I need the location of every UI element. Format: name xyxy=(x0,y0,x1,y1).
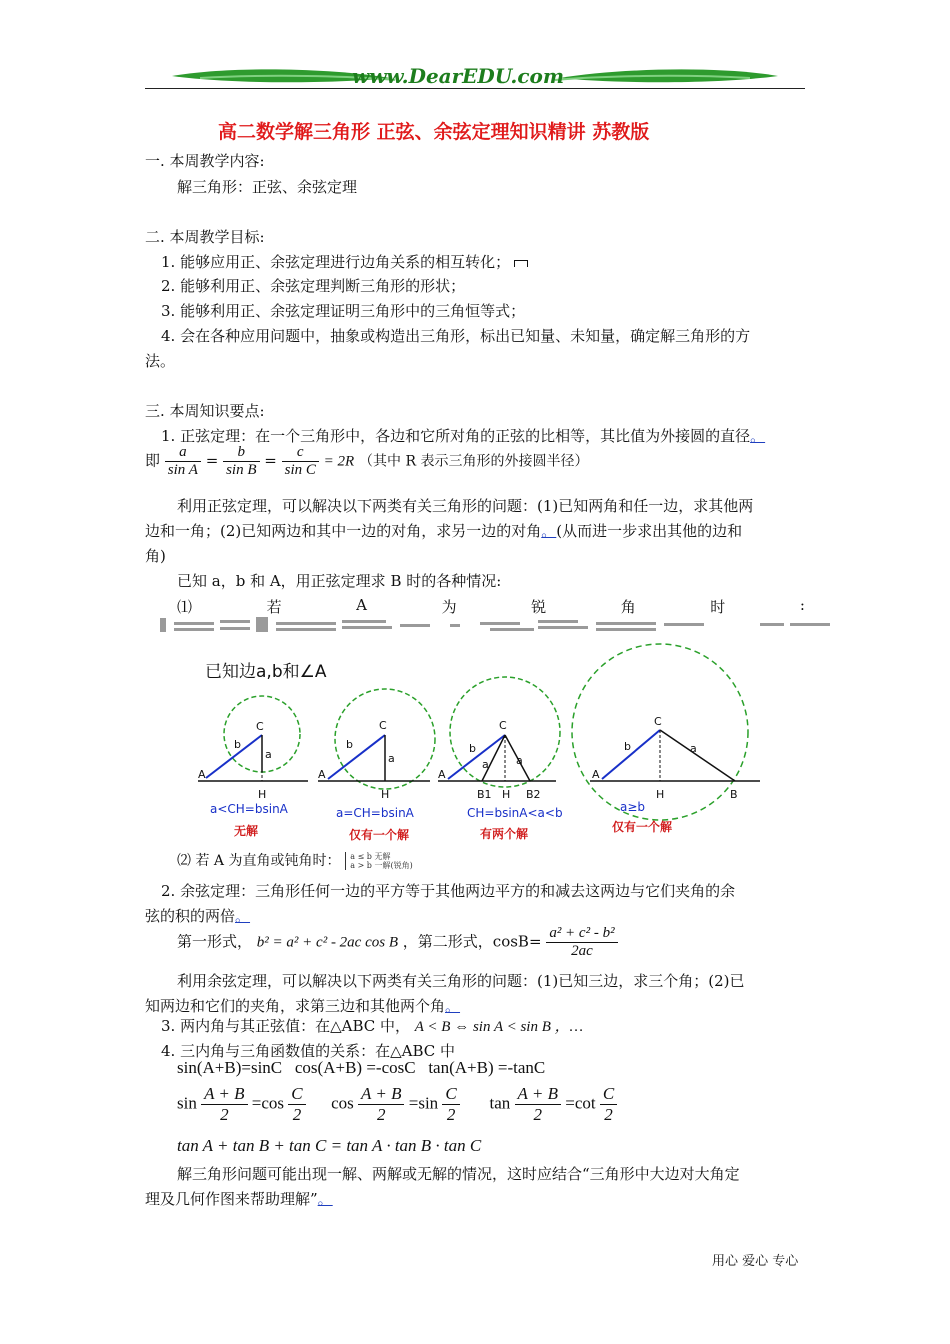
svg-text:b: b xyxy=(234,738,241,751)
case-acute-line: ⑴ 若 A 为 锐 角 时 : xyxy=(177,596,805,616)
formula-note: （其中 R 表示三角形的外接圆半径） xyxy=(359,453,589,470)
svg-text:H: H xyxy=(258,788,267,801)
sec2-item-1: 1. 能够应用正、余弦定理进行边角关系的相互转化； xyxy=(161,251,528,272)
cosine-law-forms xyxy=(177,925,618,960)
sine-law-text: 1. 正弦定理：在一个三角形中，各边和它所对角的正弦的比相等，其比值为外接圆的直径。 xyxy=(161,427,766,445)
form2-label: ，第二形式，cosB= xyxy=(402,932,542,951)
header-rule xyxy=(145,88,805,89)
sec2-item-4-cont: 法。 xyxy=(145,352,176,370)
svg-text:C: C xyxy=(654,715,662,728)
link-mark[interactable]: 。 xyxy=(750,427,766,445)
frac-c-2: $\frac{C}{2}$ xyxy=(288,1084,305,1125)
frac-c-2: $\frac{C}{2}$ xyxy=(600,1084,617,1125)
sec2-item-2: 2. 能够利用正、余弦定理判断三角形的形状； xyxy=(161,277,466,295)
sec2-item-4: 4. 会在各种应用问题中，抽象或构造出三角形，标出已知量、未知量，确定解三角形的方 xyxy=(161,327,751,345)
caption-1-condition: a<CH=bsinA xyxy=(210,802,288,816)
caption-2-result: 仅有一个解 xyxy=(349,828,410,842)
sec2-heading: 二. 本周教学目标: xyxy=(145,228,265,246)
svg-text:b: b xyxy=(469,742,476,755)
item3-line: 3. 两内角与其正弦值：在△ABC 中， A < B ⇔ sin A < sin B ，… xyxy=(161,1017,583,1035)
form2-fraction: $\frac{\text{a² + c² - b²}}{2ac}$ xyxy=(546,925,617,960)
formula-prefix: 即 xyxy=(145,451,161,470)
page-footer: 用心 爱心 专心 xyxy=(712,1254,799,1269)
caption-4-condition: a≥b xyxy=(620,800,646,814)
frac-b-sinB: $\frac{b}{\text{sin B}}$ xyxy=(223,444,259,479)
svg-text:a: a xyxy=(388,752,395,765)
frac-ab-2: $\frac{A + B}{2}$ xyxy=(515,1084,561,1125)
cases-intro: 已知 a，b 和 A，用正弦定理求 B 时的各种情况: xyxy=(177,572,502,590)
form1-formula: b² = a² + c² - 2ac cos B xyxy=(256,934,399,951)
garbled-formula-strip xyxy=(160,614,840,636)
svg-text:H: H xyxy=(381,788,390,801)
link-mark[interactable]: 。 xyxy=(235,907,251,925)
header-logo: www.DearEDU.com xyxy=(352,64,565,88)
sine-law-use-2: 边和一角；(2)已知两边和其中一边的对角，求另一边的对角。(从而进一步求出其他的边和 xyxy=(145,522,743,540)
svg-text:H: H xyxy=(656,788,665,801)
trig-row-1: sin(A+B)=sinC cos(A+B) =-cosC tan(A+B) =-tanC xyxy=(177,1058,546,1077)
sec1-content: 解三角形：正弦、余弦定理 xyxy=(177,178,358,196)
cosine-law-use-1: 利用余弦定理，可以解决以下两类有关三角形的问题：(1)已知三边，求三个角；(2)已 xyxy=(177,972,745,990)
svg-text:H: H xyxy=(502,788,511,801)
svg-text:A: A xyxy=(438,768,446,781)
sec3-heading: 三. 本周知识要点: xyxy=(145,402,265,420)
svg-text:b: b xyxy=(624,740,631,753)
svg-text:B1: B1 xyxy=(477,788,492,801)
svg-text:a: a xyxy=(265,748,272,761)
item4-line: 4. 三内角与三角函数值的关系：在△ABC 中 xyxy=(161,1042,455,1060)
svg-text:a: a xyxy=(690,742,697,755)
svg-text:A: A xyxy=(592,768,600,781)
form1-label: 第一形式， xyxy=(177,932,253,951)
sec1-heading: 一. 本周教学内容: xyxy=(145,152,265,170)
sine-law-formula: 即 $\frac{a}{\text{sin A}}$ = $\frac{b}{\text{sin B}}$ = $\frac{c}{\text{sin C}}$ = 2R （其中 R 表示三角形的外接圆半径） xyxy=(145,444,589,478)
frac-c-sinC: $\frac{c}{\text{sin C}}$ xyxy=(282,444,319,479)
svg-text:C: C xyxy=(256,720,264,733)
cosine-law-text-2: 弦的积的两倍。 xyxy=(145,907,251,925)
frac-ab-2: $\frac{A + B}{2}$ xyxy=(201,1084,247,1125)
frac-a-sinA: $\frac{a}{\text{sin A}}$ xyxy=(165,444,201,479)
svg-text:B: B xyxy=(730,788,738,801)
eq-2r: = 2R xyxy=(323,453,355,470)
link-mark[interactable]: 。 xyxy=(317,1190,333,1208)
closing-text-1: 解三角形问题可能出现一解、两解或无解的情况，这时应结合“三角形中大边对大角定 xyxy=(177,1165,740,1183)
caption-1-result: 无解 xyxy=(234,824,259,838)
page-title: 高二数学解三角形 正弦、余弦定理知识精讲 苏教版 xyxy=(218,121,650,143)
svg-text:b: b xyxy=(346,738,353,751)
sine-law-use-3: 角) xyxy=(145,547,166,565)
cosine-law-use-2: 知两边和它们的夹角，求第三边和其他两个角。 xyxy=(145,997,461,1015)
frac-c-2: $\frac{C}{2}$ xyxy=(442,1084,459,1125)
svg-text:C: C xyxy=(499,719,507,732)
svg-text:B2: B2 xyxy=(526,788,541,801)
caption-3-condition: CH=bsinA<a<b xyxy=(467,806,563,820)
svg-text:a: a xyxy=(516,754,523,767)
sine-law-use-1: 利用正弦定理，可以解决以下两类有关三角形的问题：(1)已知两角和任一边，求其他两 xyxy=(177,497,754,515)
figure-title: 已知边a,b和∠A xyxy=(205,662,327,682)
svg-text:a: a xyxy=(482,758,489,771)
trig-row-2: sin $\frac{A + B}{2}$ =cos $\frac{C}{2}$ cos $\frac{A + B}{2}$ =sin $\frac{C}{2}$ tan $\frac{A + B}{2}$ =cot $\frac{C}{2}$ xyxy=(177,1084,617,1125)
caption-2-condition: a=CH=bsinA xyxy=(336,806,414,820)
caption-4-result: 仅有一个解 xyxy=(612,820,673,834)
link-mark[interactable]: 。 xyxy=(541,522,557,540)
cursor-mark xyxy=(514,260,528,267)
svg-text:A: A xyxy=(198,768,206,781)
item3-math: A < B ⇔ sin A < sin B ，… xyxy=(414,1019,583,1035)
case-obtuse-line: ⑵ 若 A 为直角或钝角时： a ≤ b 无解 a > b 一解(锐角) xyxy=(177,852,413,870)
frac-ab-2: $\frac{A + B}{2}$ xyxy=(358,1084,404,1125)
trig-row-3: tan A + tan B + tan C = tan A · tan B · tan C xyxy=(177,1136,482,1155)
closing-text-2: 理及几何作图来帮助理解”。 xyxy=(145,1190,333,1208)
sec2-item-3: 3. 能够利用正、余弦定理证明三角形中的三角恒等式； xyxy=(161,302,526,320)
svg-text:C: C xyxy=(379,719,387,732)
caption-3-result: 有两个解 xyxy=(480,827,529,841)
obtuse-cases-brace: a ≤ b 无解 a > b 一解(锐角) xyxy=(345,852,412,870)
cosine-law-text-1: 2. 余弦定理：三角形任何一边的平方等于其他两边平方的和减去这两边与它们夹角的余 xyxy=(161,882,736,900)
svg-text:A: A xyxy=(318,768,326,781)
link-mark[interactable]: 。 xyxy=(445,997,461,1015)
